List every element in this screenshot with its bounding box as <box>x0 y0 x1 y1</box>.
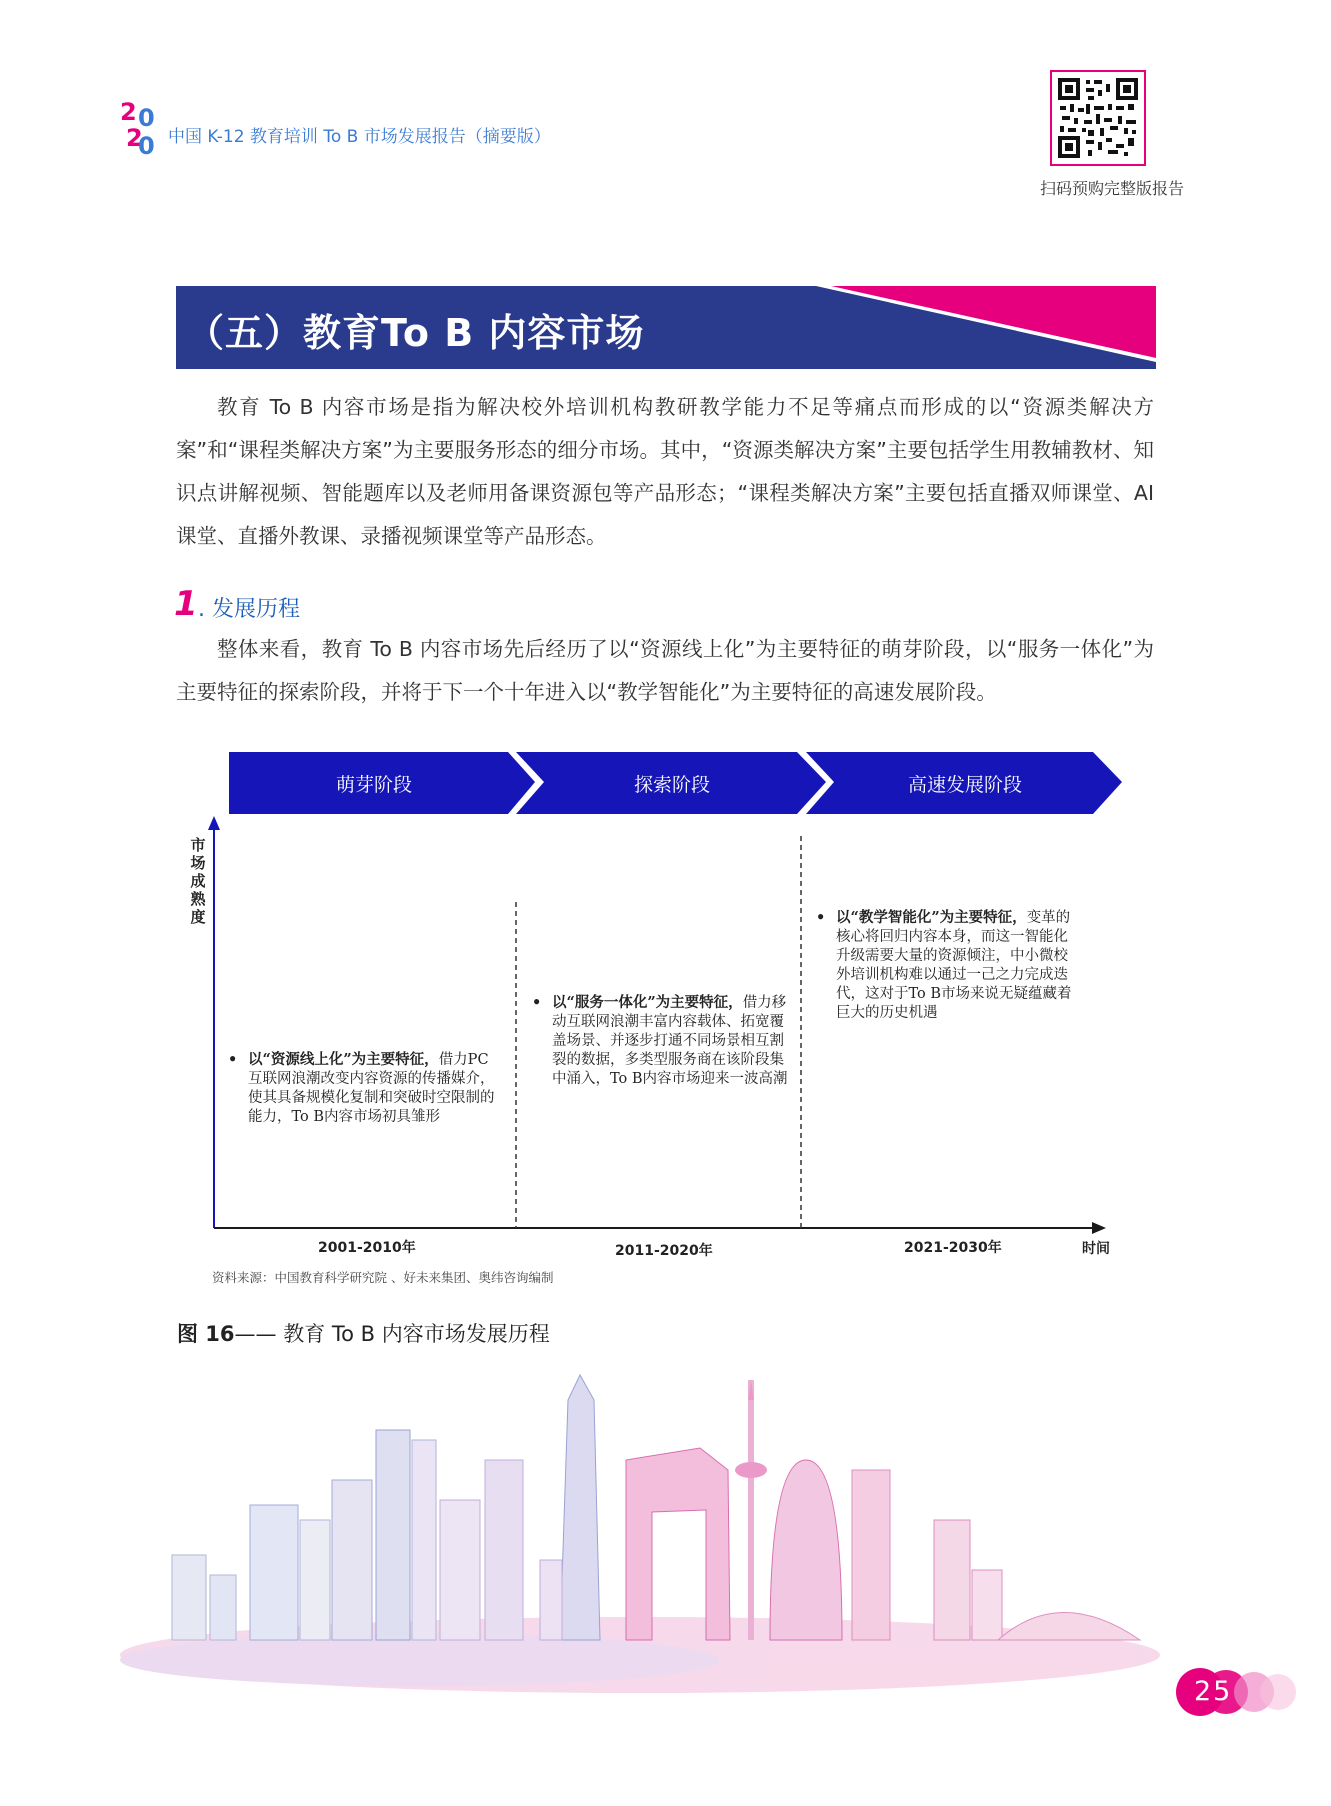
stage-detail: 借力移动互联网浪潮丰富内容载体、拓宽覆盖场景、并逐步打通不同场景相互割裂的数据，多类型服务商在该阶段集中涌入，To B内容市场迎来一波高潮 <box>552 995 788 1087</box>
bullet: • <box>228 1051 238 1068</box>
stage-label: 高速发展阶段 <box>907 774 1022 796</box>
period-tick: 2011-2020年 <box>615 1243 713 1259</box>
city-skyline-illustration <box>120 1375 1160 1693</box>
subsection-text: 整体来看，教育 To B 内容市场先后经历了以“资源线上化”为主要特征的萌芽阶段，以“服务一体化”为主要特征的探索阶段，并将于下一个十年进入以“教学智能化”为主要特征的高速发展阶段。 <box>176 637 1154 704</box>
logo-digit: 0 <box>138 132 155 160</box>
page-number: 25 <box>1194 1676 1233 1707</box>
subsection-title: . 发展历程 <box>198 597 300 622</box>
period-tick: 2021-2030年 <box>904 1240 1002 1256</box>
report-header-title: 中国 K-12 教育培训 To B 市场发展报告（摘要版） <box>168 127 551 147</box>
figure-source: 资料来源：中国教育科学研究院 、好未来集团、奥纬咨询编制 <box>212 1270 554 1285</box>
stage-description <box>228 1050 496 1127</box>
section-title: （五）教育To B 内容市场 <box>186 311 645 355</box>
stage-description <box>532 993 788 1089</box>
y-axis-label: 市场成熟度 <box>190 836 206 926</box>
stage-key-feature: 以“资源线上化”为主要特征， <box>248 1051 439 1068</box>
stage-description <box>816 908 1082 1023</box>
qr-caption: 扫码预购完整版报告 <box>1039 179 1184 198</box>
stage-key-feature: 以“教学智能化”为主要特征， <box>836 909 1027 926</box>
stage-detail: 变革的核心将回归内容本身，而这一智能化升级需要大量的资源倾注，中小微校外培训机构难以通过一己之力完成迭代，这对于To B市场来说无疑蕴藏着巨大的历史机遇 <box>836 910 1072 1021</box>
caption-text: 教育 To B 内容市场发展历程 <box>276 1322 550 1346</box>
x-axis-arrow-icon <box>1092 1222 1106 1234</box>
logo-digit: 2 <box>120 98 137 126</box>
stage-detail: 借力PC互联网浪潮改变内容资源的传播媒介，使其具备规模化复制和突破时空限制的能力，To B内容市场初具雏形 <box>248 1052 495 1125</box>
section-intro-text: 教育 To B 内容市场是指为解决校外培训机构教研教学能力不足等痛点而形成的以“资源类解决方案”和“课程类解决方案”为主要服务形态的细分市场。其中，“资源类解决方案”主要包括学生用教辅教材、知识点讲解视频、智能题库以及老师用备课资源包等产品形态；“课程类解决方案”主要包括直播双师课堂、AI 课堂、直播外教课、录播视频课堂等产品形态。 <box>176 395 1154 548</box>
bullet: • <box>816 909 826 926</box>
figure-caption <box>177 1318 550 1348</box>
bullet: • <box>532 994 542 1011</box>
x-axis-label: 时间 <box>1082 1241 1110 1257</box>
y-axis-arrow-icon <box>208 816 220 830</box>
subsection-number: 1 <box>174 584 198 624</box>
figure-number: 图 16 <box>177 1322 235 1346</box>
stage-label: 萌芽阶段 <box>335 774 412 796</box>
stage-key-feature: 以“服务一体化”为主要特征， <box>552 994 743 1011</box>
logo-digit: 0 <box>138 104 155 132</box>
period-tick: 2001-2010年 <box>318 1240 416 1256</box>
logo-digit: 2 <box>126 124 143 152</box>
caption-dash: —— <box>234 1322 277 1346</box>
stage-label: 探索阶段 <box>633 774 710 796</box>
